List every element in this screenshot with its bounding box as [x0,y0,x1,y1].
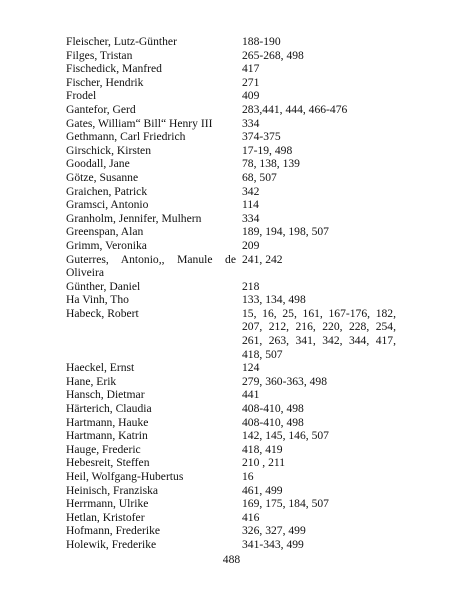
entry-name: Gates, William“ Bill“ Henry III [66,116,213,130]
name-index-list [66,35,396,552]
entry-pages: 16 [242,470,254,483]
entry-pages: 68, 507 [242,170,277,184]
index-entry [66,144,396,158]
entry-name: Frodel [66,89,97,103]
index-entry [66,293,396,307]
entry-pages: 341-343, 499 [242,537,304,551]
entry-pages: 416 [242,510,260,524]
index-entry [66,89,396,103]
index-entry [66,212,396,226]
entry-name: Hartmann, Katrin [66,429,148,443]
entry-name: Haeckel, Ernst [66,361,135,375]
entry-pages: 218 [242,279,260,293]
index-entry [66,524,396,538]
entry-name: Goodall, Jane [66,157,130,171]
entry-name: Hetlan, Kristofer [66,510,145,524]
index-entry [66,375,396,389]
entry-name: Granholm, Jennifer, Mulhern [66,211,202,225]
index-entry [66,307,396,361]
index-entry [66,416,396,430]
entry-pages: 189, 194, 198, 507 [242,225,329,239]
entry-pages: 409 [242,89,260,103]
index-entry [66,130,396,144]
index-entry [66,76,396,90]
entry-name: Habeck, Robert [66,306,139,320]
entry-pages: 209 [242,238,260,252]
index-entry [66,62,396,76]
index-entry [66,171,396,185]
index-entry [66,443,396,457]
entry-pages: 342 [242,184,260,198]
index-entry [66,185,396,199]
entry-pages: 418, 419 [242,442,283,456]
entry-pages: 114 [242,198,259,212]
entry-name: Heinisch, Franziska [66,483,159,497]
entry-pages: 124 [242,361,260,375]
entry-name: Holewik, Frederike [66,537,157,551]
entry-name: Ha Vinh, Tho [66,293,129,307]
entry-name: Götze, Susanne [66,170,139,184]
entry-pages: 441 [242,388,260,402]
index-entry [66,538,396,552]
entry-pages: 408-410, 498 [242,415,304,429]
page-number: 488 [222,553,241,566]
entry-pages: 265-268, 498 [242,48,304,62]
entry-name: Fleischer, Lutz-Günther [66,35,177,48]
entry-name: Greenspan, Alan [66,225,144,239]
index-entry [66,35,396,49]
index-entry [66,511,396,525]
entry-name: Hauge, Frederic [66,442,141,456]
index-entry [66,280,396,294]
entry-name: Fischer, Hendrik [66,75,144,89]
entry-name: Gethmann, Carl Friedrich [66,130,186,144]
entry-name: Girschick, Kirsten [66,143,152,157]
index-entry [66,49,396,63]
index-entry [66,402,396,416]
entry-name: Gramsci, Antonio [66,198,149,212]
entry-name: Grimm, Veronika [66,238,147,252]
index-entry [66,198,396,212]
index-entry [66,484,396,498]
index-entry [66,470,396,484]
index-entry [66,117,396,131]
index-entry [66,157,396,171]
entry-pages: 334 [242,211,260,225]
entry-pages: 142, 145, 146, 507 [242,429,329,443]
entry-name: Hartmann, Hauke [66,415,149,429]
index-entry [66,429,396,443]
entry-pages: 271 [242,75,260,89]
entry-pages: 241, 242 [242,252,283,266]
index-entry [66,253,396,280]
entry-pages: 279, 360-363, 498 [242,374,328,388]
index-entry [66,361,396,375]
entry-name: Herrmann, Ulrike [66,497,149,511]
entry-name: Filges, Tristan [66,48,133,62]
index-entry [66,456,396,470]
index-entry [66,388,396,402]
entry-name: Guterres, Antonio,, Manule de Oliveira [66,252,236,280]
index-entry [66,103,396,117]
entry-pages: 408-410, 498 [242,402,304,416]
entry-pages: 78, 138, 139 [242,157,300,171]
entry-name: Hebesreit, Steffen [66,456,150,470]
index-entry [66,225,396,239]
entry-name: Hofmann, Frederike [66,524,161,538]
entry-pages: 169, 175, 184, 507 [242,497,329,511]
entry-pages: 461, 499 [242,483,283,497]
entry-pages: 17-19, 498 [242,143,293,157]
entry-name: Günther, Daniel [66,279,141,293]
entry-pages: 334 [242,116,260,130]
entry-name: Gantefor, Gerd [66,102,136,116]
entry-name: Hane, Erik [66,374,117,388]
index-entry [66,239,396,253]
entry-pages: 417 [242,62,260,76]
entry-pages: 15, 16, 25, 161, 167-176, 182, 207, 212, 216, 220, 228, 254, 261, 263, 341, 342, 344, 417, 418, 507 [242,306,396,361]
entry-name: Heil, Wolfgang-Hubertus [66,470,184,483]
entry-name: Fischedick, Manfred [66,62,162,76]
index-entry [66,497,396,511]
entry-pages: 210 , 211 [242,456,286,470]
entry-pages: 283,441, 444, 466-476 [242,102,348,116]
entry-name: Graichen, Patrick [66,184,148,198]
entry-pages: 188-190 [242,35,281,48]
entry-name: Hansch, Dietmar [66,388,145,402]
entry-pages: 326, 327, 499 [242,524,306,538]
entry-pages: 374-375 [242,130,281,144]
entry-name: Härterich, Claudia [66,402,152,416]
entry-pages: 133, 134, 498 [242,293,306,307]
